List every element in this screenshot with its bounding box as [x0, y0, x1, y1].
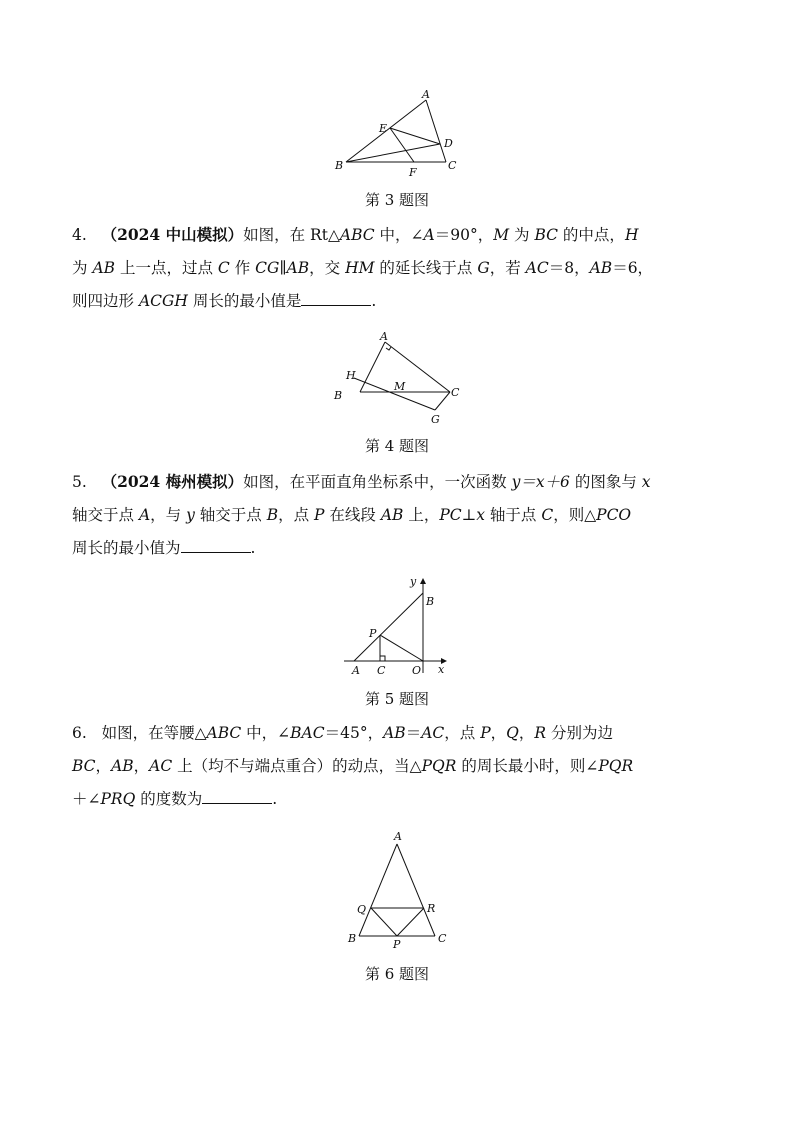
label-x: x: [438, 663, 445, 676]
figure-4-caption: 第 4 题图: [364, 437, 430, 455]
problem-5: 5. （2024 梅州模拟）如图，在平面直角坐标系中，一次函数 y＝x＋6 的图象与 x 轴交于点 A，与 y 轴交于点 B，点 P 在线段 AB 上，PC⊥x 轴于点 C，则△PCO 周长的最小值为 .: [72, 472, 651, 557]
problem-5-number: 5.: [72, 473, 87, 491]
problem-6-number: 6.: [72, 724, 87, 742]
label-C: C: [451, 386, 460, 399]
label-B: B: [334, 389, 343, 402]
problem-5-source: （2024 梅州模拟）: [101, 472, 244, 491]
answer-blank[interactable]: [181, 537, 251, 554]
label-A: A: [422, 88, 430, 101]
label-B: B: [426, 595, 435, 608]
figure-3-diagram: [330, 90, 470, 180]
label-P: P: [393, 938, 401, 951]
label-A: A: [380, 330, 388, 343]
answer-blank[interactable]: [202, 788, 272, 805]
problem-4-number: 4.: [72, 226, 87, 244]
label-Q: Q: [357, 903, 367, 916]
label-y: y: [410, 575, 417, 588]
problem-4: 4. （2024 中山模拟）如图，在 Rt△ABC 中，∠A＝90°，M 为 BC 的中点，H 为 AB 上一点，过点 C 作 CG∥AB，交 HM 的延长线于点 G，若 AC＝8，AB＝6， 则四边形 ACGH 周长的最小值是 .: [72, 225, 654, 310]
figure-6: [340, 828, 460, 953]
label-G: G: [431, 413, 440, 426]
label-F: F: [409, 166, 417, 179]
figure-6-caption: 第 6 题图: [364, 965, 430, 983]
figure-4-diagram: [330, 330, 470, 430]
label-C: C: [448, 159, 457, 172]
label-B: B: [348, 932, 357, 945]
problem-4-source: （2024 中山模拟）: [101, 225, 244, 244]
label-B: B: [335, 159, 344, 172]
figure-3: [330, 90, 470, 180]
label-A: A: [394, 830, 402, 843]
label-E: E: [379, 122, 388, 135]
figure-3-caption: 第 3 题图: [364, 191, 430, 209]
label-M: M: [394, 380, 406, 393]
figure-5-caption: 第 5 题图: [364, 690, 430, 708]
label-A: A: [352, 664, 360, 677]
figure-6-diagram: [340, 828, 460, 953]
figure-4: [330, 330, 470, 430]
label-H: H: [346, 369, 356, 382]
problem-6: 6. 如图，在等腰△ABC 中，∠BAC＝45°，AB＝AC，点 P，Q，R 分别为边 BC，AB，AC 上（均不与端点重合）的动点，当△PQR 的周长最小时，则∠PQR ＋∠PRQ 的度数为 .: [72, 724, 634, 808]
label-C: C: [377, 664, 386, 677]
answer-blank[interactable]: [301, 290, 371, 307]
label-R: R: [427, 902, 436, 915]
figure-5-diagram: [340, 575, 460, 685]
figure-5: [340, 575, 460, 685]
label-P: P: [369, 627, 377, 640]
label-O: O: [412, 664, 422, 677]
label-C: C: [438, 932, 447, 945]
label-D: D: [444, 137, 453, 150]
